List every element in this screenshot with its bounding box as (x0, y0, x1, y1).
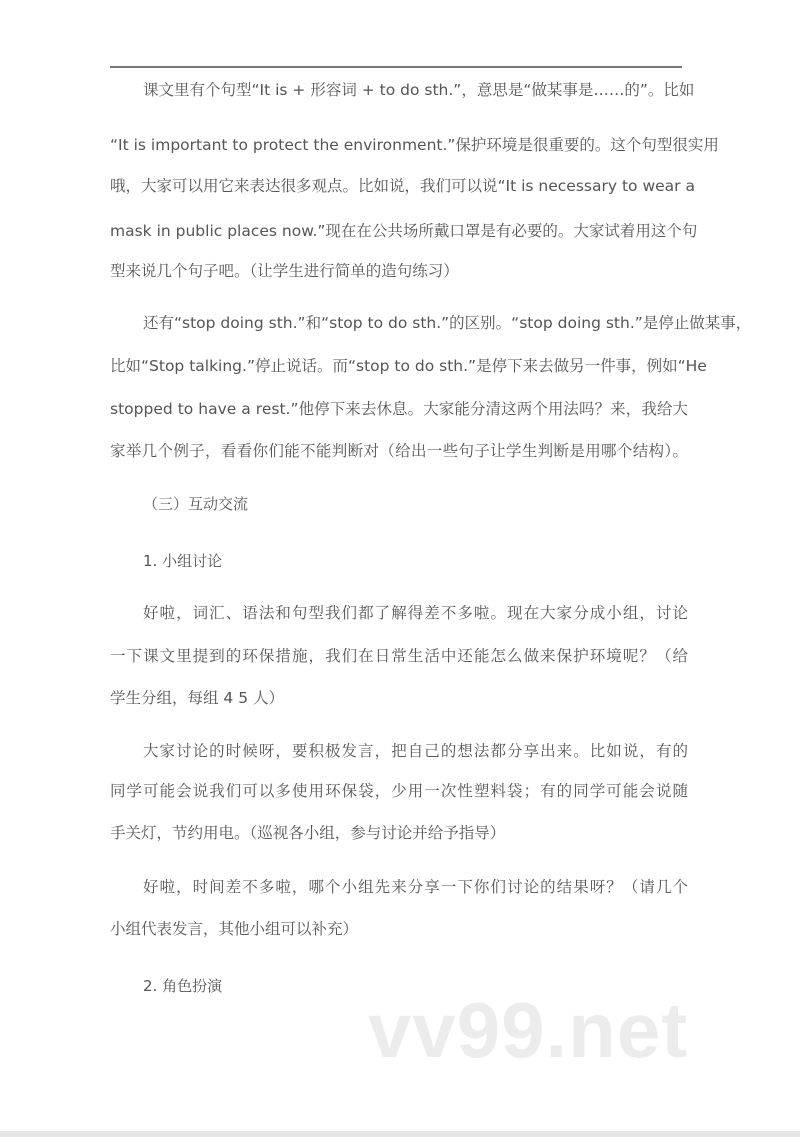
subsection-heading: 2. 角色扮演 (143, 977, 223, 995)
text-line: 学生分组，每组 4 5 人） (110, 689, 285, 707)
text-line: 还有“stop doing sth.”和“stop to do sth.”的区别。“stop doing sth.”是停止做某事， (143, 314, 752, 332)
text-line: mask in public places now.”现在在公共场所戴口罩是有必要的。大家试着用这个句 (110, 222, 698, 240)
text-line: 家举几个例子，看看你们能不能判断对（给出一些句子让学生判断是用哪个结构）。 (110, 442, 688, 460)
text-line: 小组代表发言，其他小组可以补充） (110, 920, 359, 938)
text-line: 大家讨论的时候呀，要积极发言，把自己的想法都分享出来。比如说，有的 (143, 742, 688, 760)
text-line: 同学可能会说我们可以多使用环保袋，少用一次性塑料袋；有的同学可能会说随 (110, 782, 688, 800)
text-line: 型来说几个句子吧。（让学生进行简单的造句练习） (110, 262, 459, 280)
watermark: vv99.net (368, 986, 689, 1074)
header-rule (110, 66, 682, 68)
subsection-heading: 1. 小组讨论 (143, 552, 223, 570)
text-line: 课文里有个句型“It is + 形容词 + to do sth.”，意思是“做某事是……的”。比如 (143, 81, 695, 99)
text-line: “It is important to protect the environment.”保护环境是很重要的。这个句型很实用 (110, 136, 719, 154)
section-heading: （三）互动交流 (143, 495, 249, 513)
text-line: 比如“Stop talking.”停止说话。而“stop to do sth.”是停下来去做另一件事，例如“He (110, 357, 707, 375)
text-line: 好啦，时间差不多啦，哪个小组先来分享一下你们讨论的结果呀？（请几个 (143, 878, 688, 896)
text-line: 好啦，词汇、语法和句型我们都了解得差不多啦。现在大家分成小组，讨论 (143, 604, 688, 622)
text-line: 哦，大家可以用它来表达很多观点。比如说，我们可以说“It is necessary to wear a (110, 177, 695, 195)
text-line: 手关灯，节约用电。（巡视各小组，参与讨论并给予指导） (110, 824, 506, 842)
page-bottom-edge (0, 1131, 800, 1137)
text-line: 一下课文里提到的环保措施，我们在日常生活中还能怎么做来保护环境呢？（给 (110, 647, 688, 665)
text-line: stopped to have a rest.”他停下来去休息。大家能分清这两个用法吗？来，我给大 (110, 400, 688, 418)
